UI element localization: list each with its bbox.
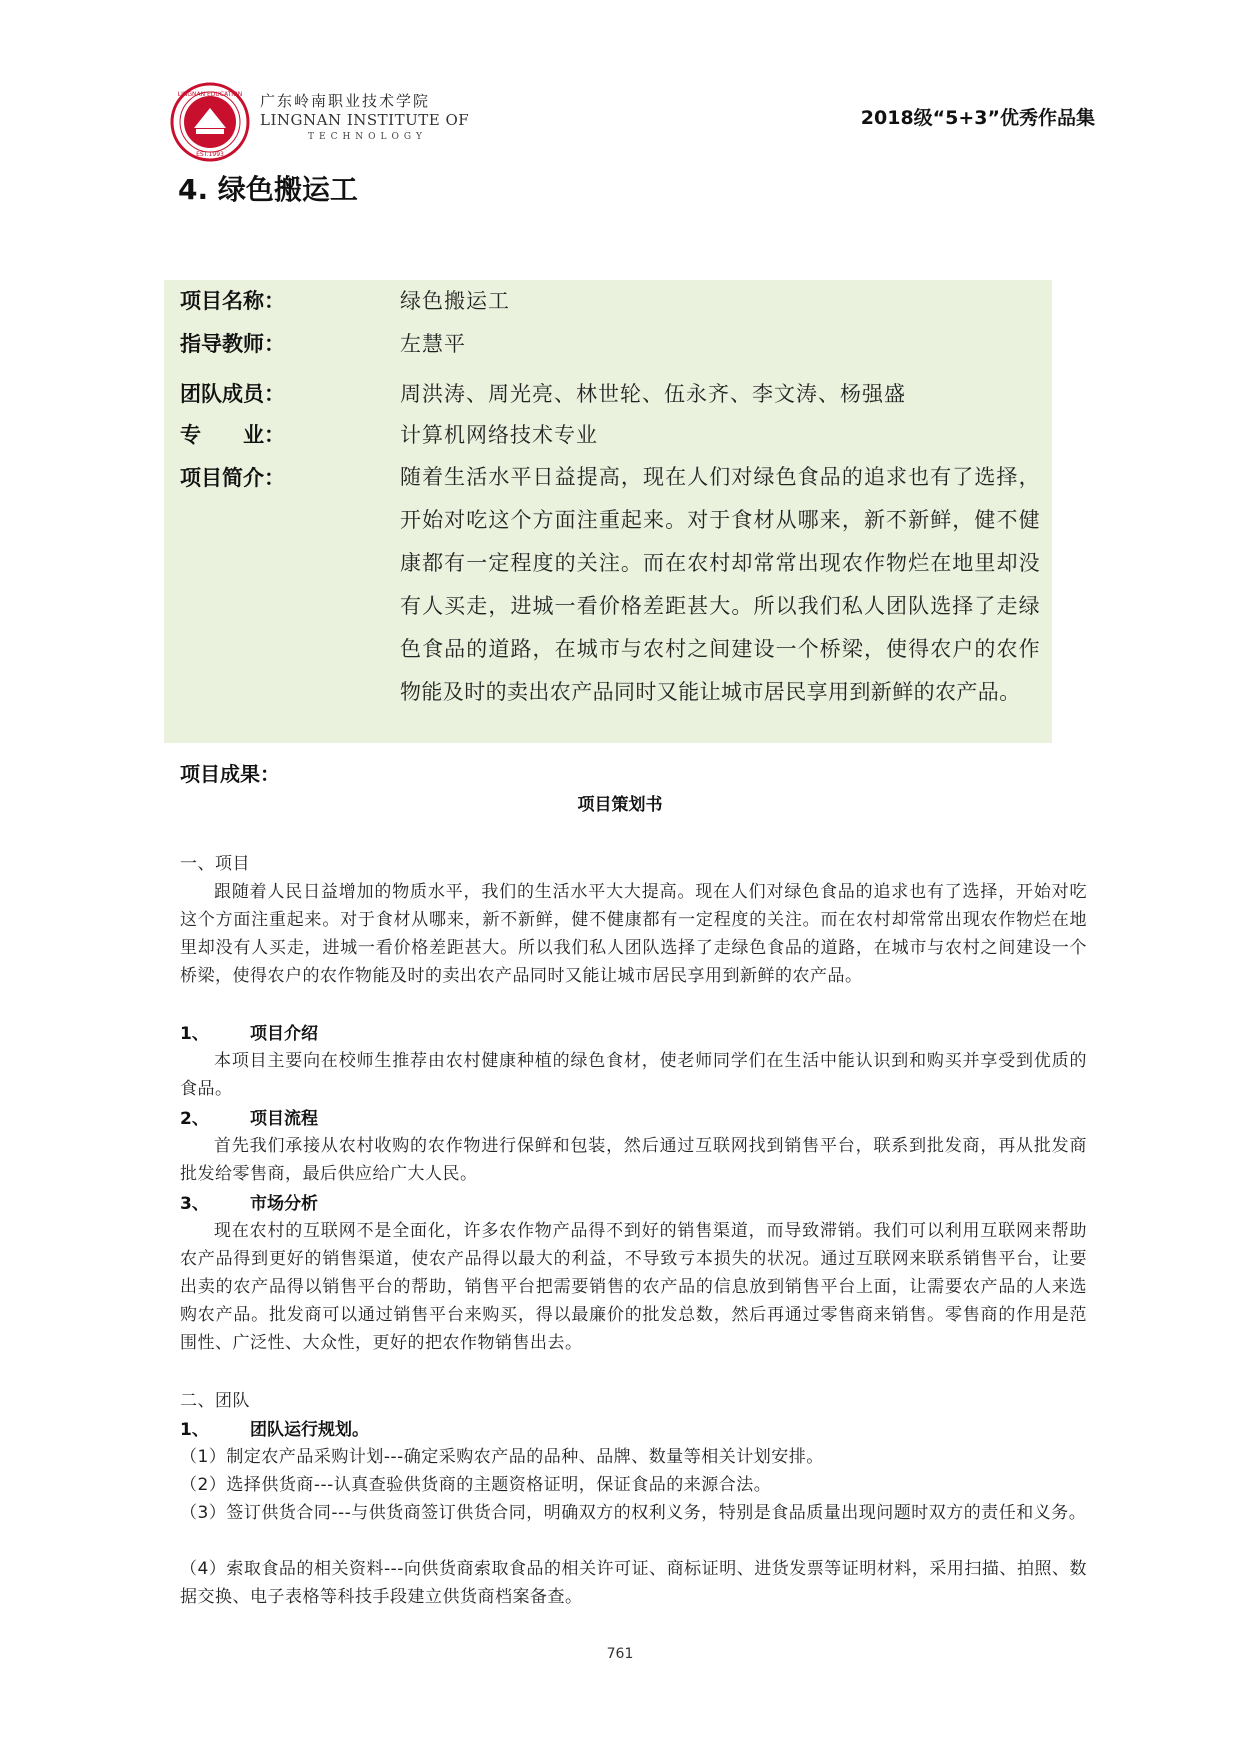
subheading-team-plan xyxy=(180,1415,369,1440)
school-name-en-line2: TECHNOLOGY xyxy=(308,132,427,142)
info-label: 项目名称： xyxy=(180,289,285,313)
subheading-title: 项目介绍 xyxy=(250,1024,318,1044)
subheading-number: 2、 xyxy=(180,1109,209,1129)
school-name-cn: 广东岭南职业技术学院 xyxy=(260,92,431,110)
project-info-table xyxy=(164,280,1052,743)
info-label: 专 业： xyxy=(180,423,285,447)
plan-item: （2）选择供货商---认真查验供货商的主题资格证明，保证食品的来源合法。 xyxy=(180,1475,772,1495)
info-label: 团队成员： xyxy=(180,382,285,406)
section-heading-project: 一、项目 xyxy=(180,854,250,874)
subheading-intro xyxy=(180,1019,318,1044)
section-title: 4. 绿色搬运工 xyxy=(178,173,358,206)
intro-paragraph: 本项目主要向在校师生推荐由农村健康种植的绿色食材，使老师同学们在生活中能认识到和购买并享受到优质的食品。 xyxy=(180,1051,1087,1099)
subheading-process xyxy=(180,1104,318,1129)
page-number: 761 xyxy=(606,1646,634,1662)
info-label: 指导教师： xyxy=(180,332,285,356)
section-heading-team: 二、团队 xyxy=(180,1391,250,1411)
logo-text-top: LINGNAN EDUCATION xyxy=(177,91,243,98)
subheading-number: 1、 xyxy=(180,1024,209,1044)
subheading-number: 1、 xyxy=(180,1420,209,1440)
page-header xyxy=(170,70,1095,160)
school-logo xyxy=(170,82,250,162)
logo-text-bottom: EST.1993 xyxy=(196,151,224,158)
result-label: 项目成果： xyxy=(180,762,280,786)
project-intro-text: 随着生活水平日益提高，现在人们对绿色食品的追求也有了选择，开始对吃这个方面注重起来。对于食材从哪来，新不新鲜，健不健康都有一定程度的关注。而在农村却常常出现农作物烂在地里却没有人买走，进城一看价格差距甚大。所以我们私人团队选择了走绿色食品的道路，在城市与农村之间建设一个桥梁，使得农户的农作物能及时的卖出农产品同时又能让城市居民享用到新鲜的农产品。 xyxy=(400,465,1040,704)
plan-item: （3）签订供货合同---与供货商签订供货合同，明确双方的权利义务，特别是食品质量出现问题时双方的责任和义务。 xyxy=(180,1503,1087,1523)
collection-title: 2018级“5+3”优秀作品集 xyxy=(860,107,1095,129)
plan-item: （1）制定农产品采购计划---确定采购农产品的品种、品牌、数量等相关计划安排。 xyxy=(180,1447,824,1467)
project-paragraph: 跟随着人民日益增加的物质水平，我们的生活水平大大提高。现在人们对绿色食品的追求也有了选择，开始对吃这个方面注重起来。对于食材从哪来，新不新鲜，健不健康都有一定程度的关注。而在农村却常常出现农作物烂在地里却没有人买走，进城一看价格差距甚大。所以我们私人团队选择了走绿色食品的道路，在城市与农村之间建设一个桥梁，使得农户的农作物能及时的卖出农产品同时又能让城市居民享用到新鲜的农产品。 xyxy=(180,882,1087,986)
market-paragraph: 现在农村的互联网不是全面化，许多农作物产品得不到好的销售渠道，而导致滞销。我们可以利用互联网来帮助农产品得到更好的销售渠道，使农产品得以最大的利益，不导致亏本损失的状况。通过互联网来联系销售平台，让要出卖的农产品得以销售平台的帮助，销售平台把需要销售的农产品的信息放到销售平台上面，让需要农产品的人来选购农产品。批发商可以通过销售平台来购买，得以最廉价的批发总数，然后再通过零售商来销售。零售商的作用是范围性、广泛性、大众性，更好的把农作物销售出去。 xyxy=(180,1221,1087,1353)
subheading-title: 项目流程 xyxy=(250,1109,318,1129)
info-label: 项目简介： xyxy=(180,466,285,490)
subheading-market xyxy=(180,1189,318,1214)
process-paragraph: 首先我们承接从农村收购的农作物进行保鲜和包装，然后通过互联网找到销售平台，联系到批发商，再从批发商批发给零售商，最后供应给广大人民。 xyxy=(180,1136,1087,1184)
info-value: 周洪涛、周光亮、林世轮、伍永齐、李文涛、杨强盛 xyxy=(400,382,906,406)
info-value: 计算机网络技术专业 xyxy=(400,423,598,447)
subheading-title: 市场分析 xyxy=(250,1194,318,1214)
info-value: 绿色搬运工 xyxy=(400,289,510,313)
school-name-en: LINGNAN INSTITUTE OF xyxy=(260,111,470,129)
plan-title: 项目策划书 xyxy=(577,795,663,815)
subheading-title: 团队运行规划。 xyxy=(250,1420,369,1440)
info-value: 左慧平 xyxy=(400,332,466,356)
plan-item: （4）索取食品的相关资料---向供货商索取食品的相关许可证、商标证明、进货发票等证明材料，采用扫描、拍照、数据交换、电子表格等科技手段建立供货商档案备查。 xyxy=(180,1559,1087,1607)
subheading-number: 3、 xyxy=(180,1194,209,1214)
